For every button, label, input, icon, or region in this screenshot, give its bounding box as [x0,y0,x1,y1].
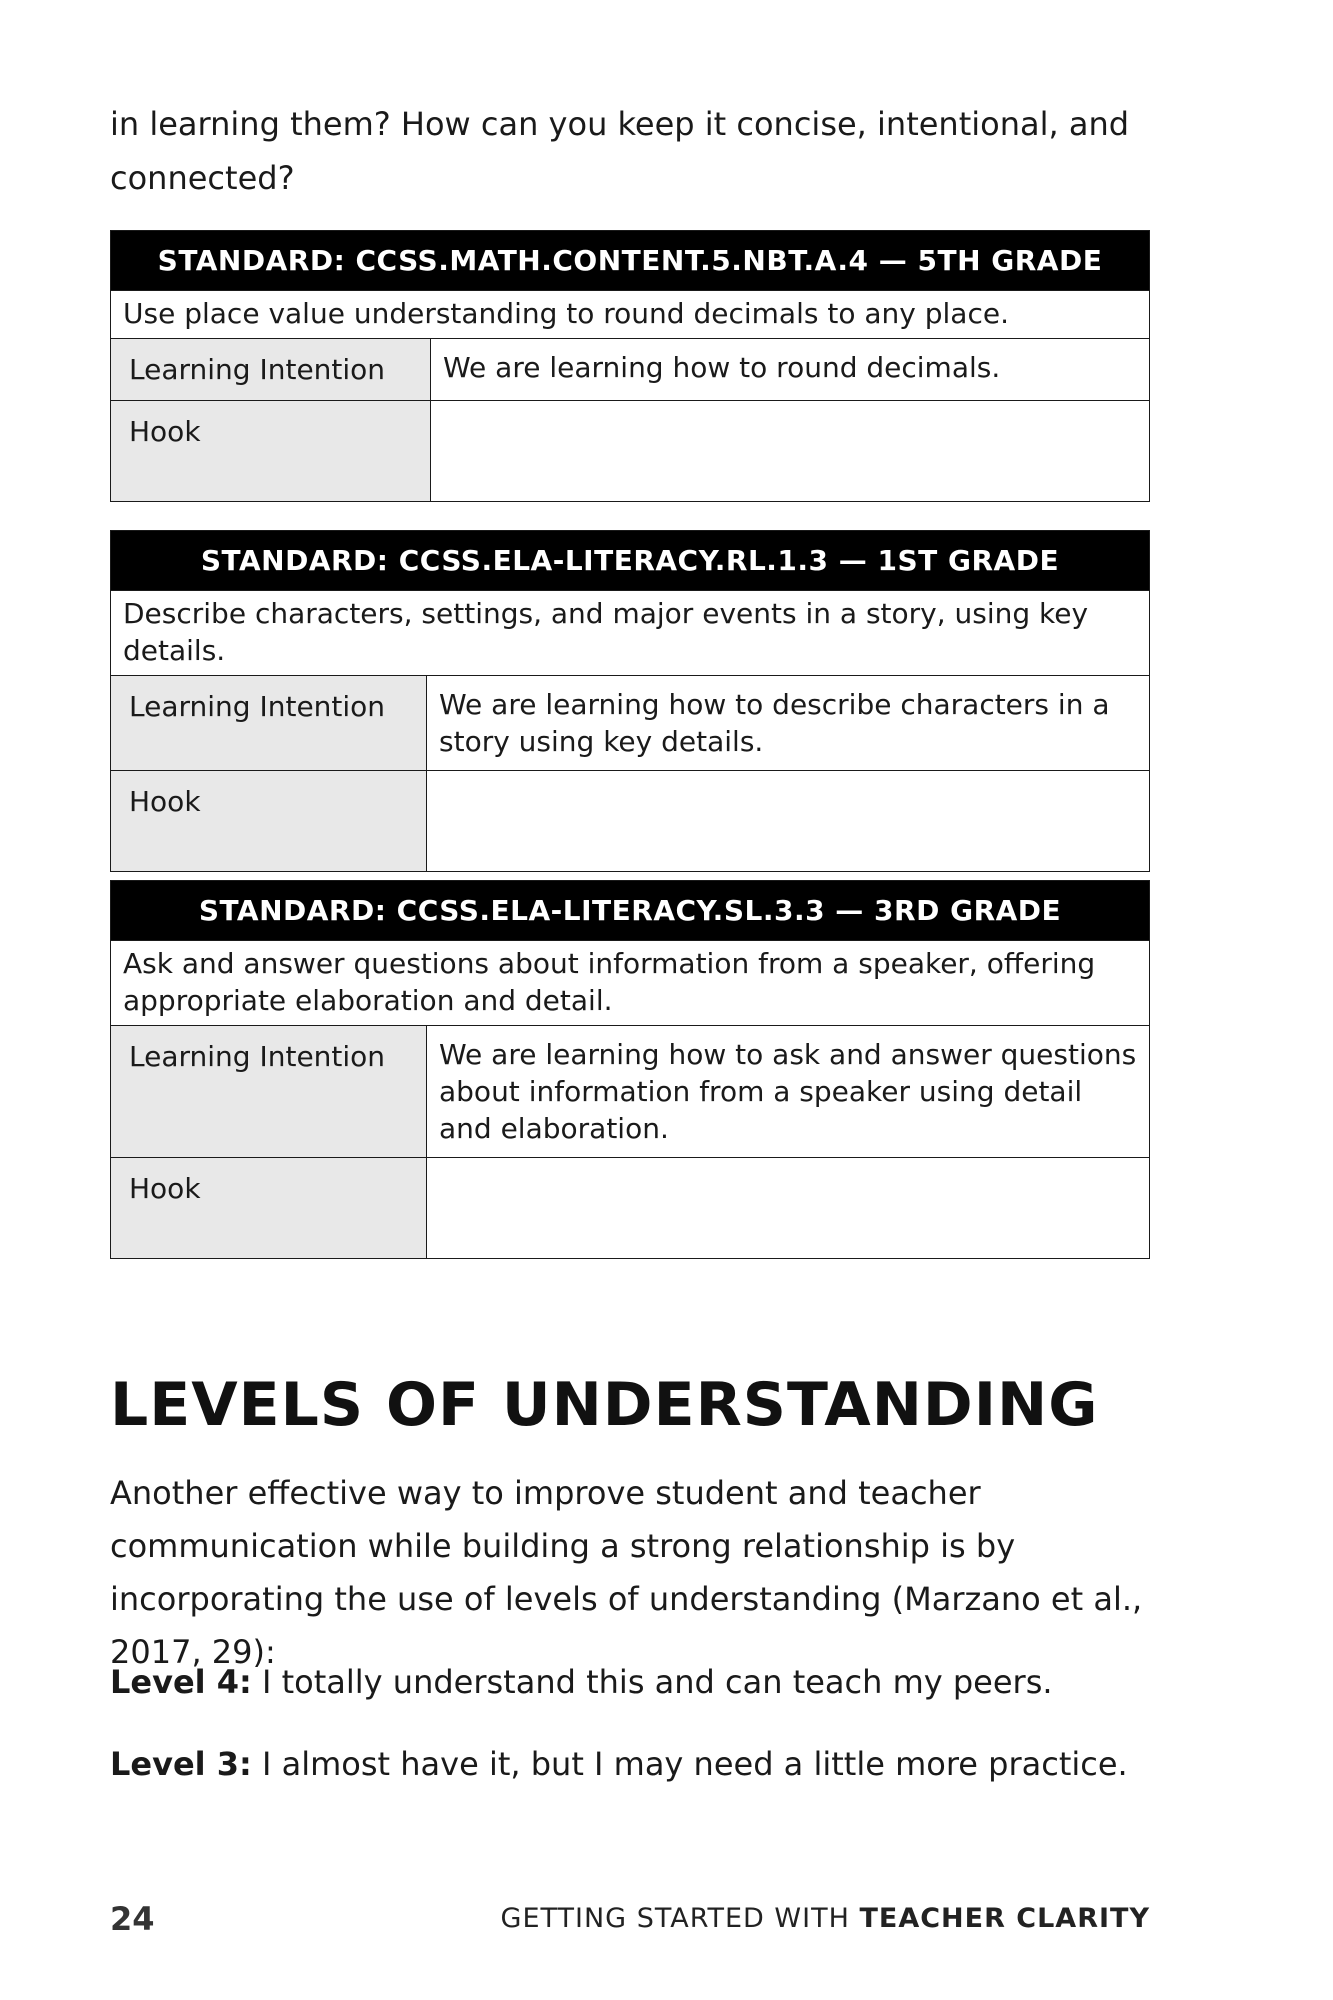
level-item [110,1742,1160,1786]
level-label: Level 3: [110,1745,252,1783]
hook-value [427,1158,1150,1259]
hook-value [427,771,1150,872]
hook-value [431,401,1150,502]
standard-table-1 [110,230,1150,502]
standard-description: Describe characters, settings, and major events in a story, using key details. [111,591,1150,676]
learning-intention-value: We are learning how to round decimals. [431,339,1150,401]
footer-title-bold: TEACHER CLARITY [859,1903,1150,1934]
learning-intention-label: Learning Intention [111,676,427,771]
hook-label: Hook [111,771,427,872]
standard-header: STANDARD: CCSS.ELA-LITERACY.SL.3.3 — 3RD GRADE [111,881,1150,941]
level-text: I almost have it, but I may need a little more practice. [262,1745,1128,1783]
running-footer [501,1903,1150,1934]
standard-description: Use place value understanding to round decimals to any place. [111,291,1150,339]
intro-text: in learning them? How can you keep it concise, intentional, and connected? [110,105,1130,197]
standard-table-3 [110,880,1150,1259]
section-heading: LEVELS OF UNDERSTANDING [110,1370,1099,1440]
learning-intention-value: We are learning how to describe characters in a story using key details. [427,676,1150,771]
level-text: I totally understand this and can teach my peers. [262,1663,1053,1701]
standard-header: STANDARD: CCSS.MATH.CONTENT.5.NBT.A.4 — 5TH GRADE [111,231,1150,291]
hook-label: Hook [111,401,431,502]
standard-description: Ask and answer questions about information from a speaker, offering appropriate elaboration and detail. [111,941,1150,1026]
learning-intention-value: We are learning how to ask and answer questions about information from a speaker using detail and elaboration. [427,1026,1150,1158]
standard-table-2 [110,530,1150,872]
learning-intention-label: Learning Intention [111,1026,427,1158]
footer-title-prefix: GETTING STARTED WITH [500,1903,850,1934]
hook-label: Hook [111,1158,427,1259]
page-number: 24 [110,1900,155,1938]
learning-intention-label: Learning Intention [111,339,431,401]
level-label: Level 4: [110,1663,252,1701]
level-item [110,1660,1160,1704]
section-paragraph: Another effective way to improve student and teacher communication while building a strong relationship is by incorporating the use of levels of understanding (Marzano et al., 2017, 29): [110,1474,1143,1671]
standard-header: STANDARD: CCSS.ELA-LITERACY.RL.1.3 — 1ST GRADE [111,531,1150,591]
